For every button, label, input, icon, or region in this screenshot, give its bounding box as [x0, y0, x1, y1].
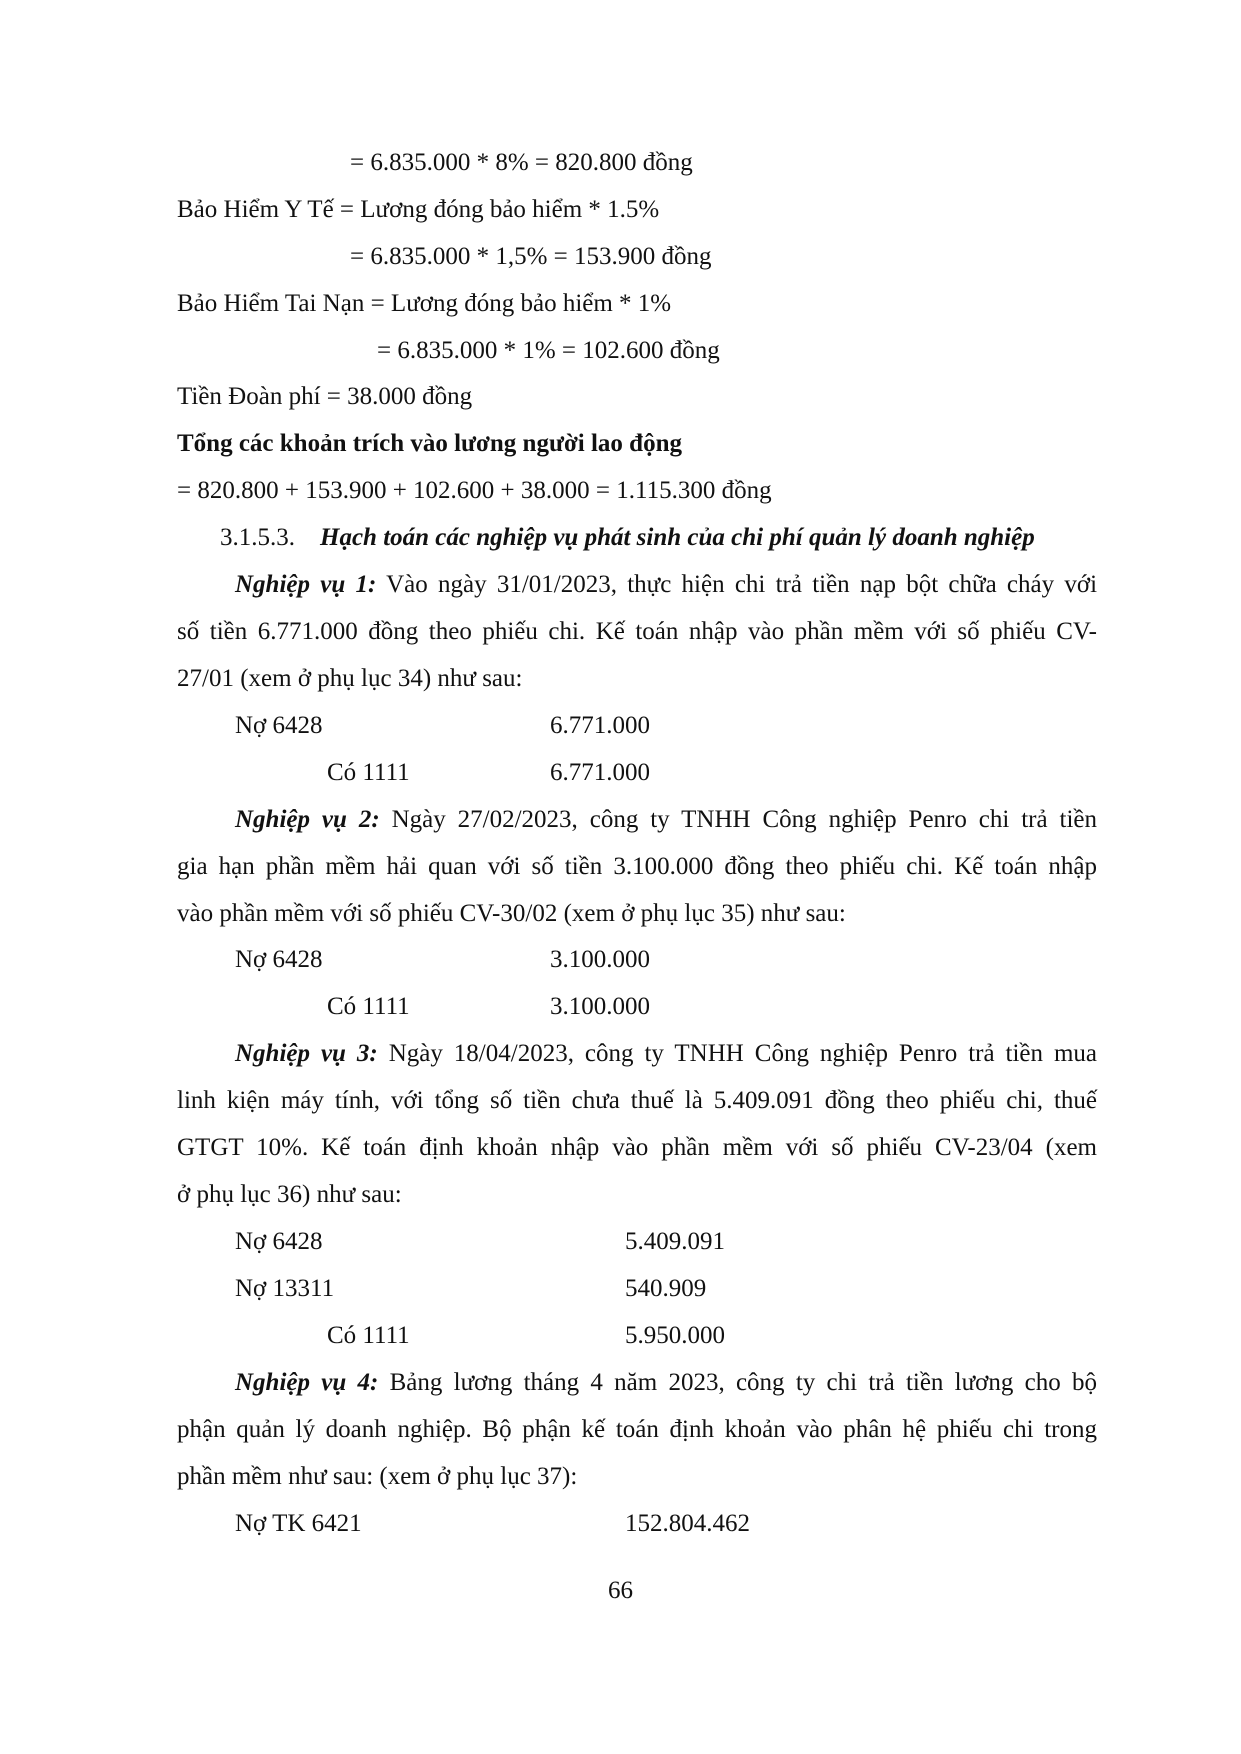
tx3-text-1: Ngày 18/04/2023, công ty TNHH Công nghiệp Penro trả tiền mua — [388, 1040, 1098, 1067]
tx1-line-3: 27/01 (xem ở phụ lục 34) như sau: — [177, 665, 523, 692]
tx3-line-1 — [235, 1039, 1097, 1069]
tx3-line-2: linh kiện máy tính, với tổng số tiền chưa thuế là 5.409.091 đồng theo phiếu chi, thuế — [177, 1087, 1097, 1114]
page-number: 66 — [608, 1577, 633, 1604]
total-deductions-heading: Tổng các khoản trích vào lương người lao động — [177, 430, 682, 457]
tx4-text-1: Bảng lương tháng 4 năm 2023, công ty chi trả tiền lương cho bộ — [389, 1369, 1098, 1396]
section-title: Hạch toán các nghiệp vụ phát sinh của chi phí quản lý doanh nghiệp — [320, 524, 1035, 551]
tx2-line-1 — [235, 805, 1097, 835]
section-heading — [220, 523, 1035, 553]
tx3-entry-account: Nợ 6428 — [235, 1228, 323, 1255]
tx2-line-2: gia hạn phần mềm hải quan với số tiền 3.100.000 đồng theo phiếu chi. Kế toán nhập — [177, 853, 1097, 880]
tx2-line-3: vào phần mềm với số phiếu CV-30/02 (xem ở phụ lục 35) như sau: — [177, 900, 846, 927]
tx2-entry-account: Có 1111 — [327, 993, 410, 1020]
tx3-entry-amount: 5.950.000 — [625, 1322, 725, 1349]
tx4-line-3: phần mềm như sau: (xem ở phụ lục 37): — [177, 1463, 578, 1490]
tx2-entry-amount: 3.100.000 — [550, 946, 650, 973]
social-insurance-calc: = 6.835.000 * 8% = 820.800 đồng — [350, 149, 693, 176]
tx3-line-4: ở phụ lục 36) như sau: — [177, 1181, 402, 1208]
tx2-label: Nghiệp vụ 2: — [235, 806, 380, 833]
tx4-line-1 — [235, 1368, 1097, 1398]
tx2-entry-account: Nợ 6428 — [235, 946, 323, 973]
section-number: 3.1.5.3. — [220, 524, 295, 551]
tx4-line-2: phận quản lý doanh nghiệp. Bộ phận kế toán định khoản vào phân hệ phiếu chi trong — [177, 1416, 1097, 1443]
accident-insurance-formula: Bảo Hiểm Tai Nạn = Lương đóng bảo hiểm * 1% — [177, 290, 672, 317]
health-insurance-formula: Bảo Hiểm Y Tế = Lương đóng bảo hiểm * 1.5% — [177, 196, 660, 223]
tx3-entry-amount: 5.409.091 — [625, 1228, 725, 1255]
tx4-entry-amount: 152.804.462 — [625, 1510, 750, 1537]
health-insurance-calc: = 6.835.000 * 1,5% = 153.900 đồng — [350, 243, 712, 270]
tx3-entry-amount: 540.909 — [625, 1275, 707, 1302]
tx4-label: Nghiệp vụ 4: — [235, 1369, 379, 1396]
tx2-entry-amount: 3.100.000 — [550, 993, 650, 1020]
tx4-entry-account: Nợ TK 6421 — [235, 1510, 362, 1537]
union-fee: Tiền Đoàn phí = 38.000 đồng — [177, 383, 473, 410]
tx1-text-1: Vào ngày 31/01/2023, thực hiện chi trả tiền nạp bột chữa cháy với — [386, 571, 1098, 598]
tx1-entry-amount: 6.771.000 — [550, 759, 650, 786]
tx3-entry-account: Nợ 13311 — [235, 1275, 335, 1302]
tx1-line-1 — [235, 570, 1097, 600]
tx1-label: Nghiệp vụ 1: — [235, 571, 377, 598]
tx3-entry-account: Có 1111 — [327, 1322, 410, 1349]
tx3-label: Nghiệp vụ 3: — [235, 1040, 378, 1067]
tx1-line-2: số tiền 6.771.000 đồng theo phiếu chi. Kế toán nhập vào phần mềm với số phiếu CV- — [177, 618, 1097, 645]
tx1-entry-amount: 6.771.000 — [550, 712, 650, 739]
total-deductions-calc: = 820.800 + 153.900 + 102.600 + 38.000 = 1.115.300 đồng — [177, 477, 772, 504]
tx2-text-1: Ngày 27/02/2023, công ty TNHH Công nghiệp Penro chi trả tiền — [391, 806, 1098, 833]
tx3-line-3: GTGT 10%. Kế toán định khoản nhập vào phần mềm với số phiếu CV-23/04 (xem — [177, 1134, 1097, 1161]
tx1-entry-account: Có 1111 — [327, 759, 410, 786]
tx1-entry-account: Nợ 6428 — [235, 712, 323, 739]
accident-insurance-calc: = 6.835.000 * 1% = 102.600 đồng — [377, 337, 720, 364]
